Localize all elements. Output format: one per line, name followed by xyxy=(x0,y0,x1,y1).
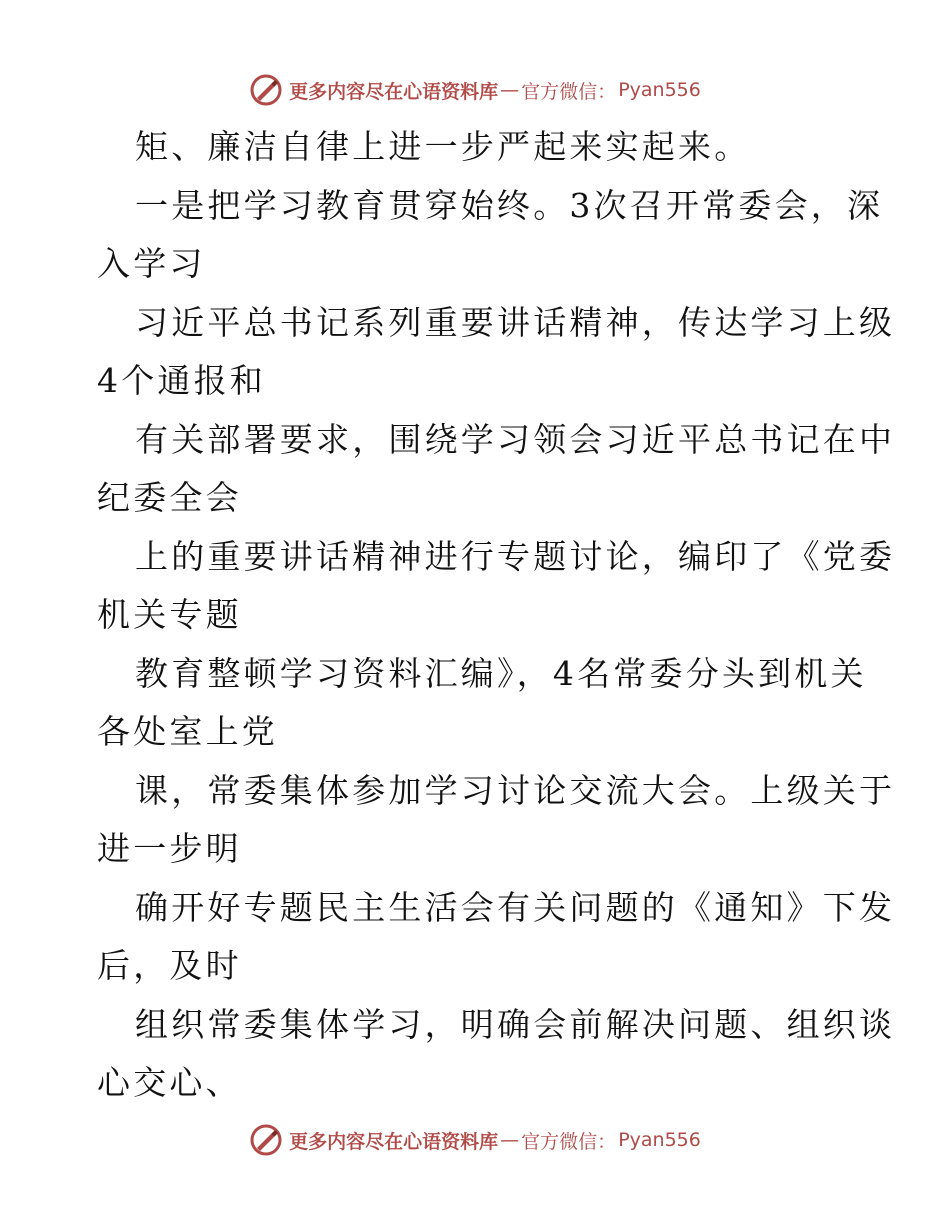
text-line: 机关专题 xyxy=(97,595,242,634)
text-line: 纪委全会 xyxy=(97,478,242,517)
text-line: 各处室上党 xyxy=(97,712,278,751)
text-line: 入学习 xyxy=(97,244,206,283)
pen-logo-icon xyxy=(249,1123,283,1157)
text-line: 组织常委集体学习，明确会前解决问题、组织谈 xyxy=(135,1004,896,1044)
document-body xyxy=(97,118,896,1113)
watermark-separator: — xyxy=(500,1129,520,1151)
watermark-account: Pyan556 xyxy=(618,1129,701,1151)
watermark-site: 更多内容尽在心语资料库 xyxy=(289,1130,499,1153)
watermark-label: 官方微信： xyxy=(521,80,617,103)
text-line: 心交心、 xyxy=(97,1063,242,1102)
text-line: 上的重要讲话精神进行专题讨论，编印了《党委 xyxy=(135,536,896,576)
text-line: 教育整顿学习资料汇编》，4名常委分头到机关 xyxy=(135,653,867,693)
footer-watermark xyxy=(0,1120,950,1160)
text-line: 确开好专题民主生活会有关问题的《通知》下发 xyxy=(135,887,896,927)
text-line: 后，及时 xyxy=(97,946,242,985)
watermark-separator: — xyxy=(500,79,520,101)
text-line: 一是把学习教育贯穿始终。3次召开常委会，深 xyxy=(135,185,884,225)
watermark-account: Pyan556 xyxy=(618,79,701,101)
text-line: 习近平总书记系列重要讲话精神，传达学习上级 xyxy=(135,302,896,342)
watermark-label: 官方微信： xyxy=(521,1130,617,1153)
text-line: 矩、廉洁自律上进一步严起来实起来。 xyxy=(135,127,751,166)
text-line: 课，常委集体参加学习讨论交流大会。上级关于 xyxy=(135,770,896,810)
pen-logo-icon xyxy=(249,73,283,107)
watermark-site: 更多内容尽在心语资料库 xyxy=(289,80,499,103)
text-line: 4个通报和 xyxy=(97,361,266,400)
text-line: 有关部署要求，围绕学习领会习近平总书记在中 xyxy=(135,419,896,459)
header-watermark xyxy=(0,70,950,110)
text-line: 进一步明 xyxy=(97,829,242,868)
